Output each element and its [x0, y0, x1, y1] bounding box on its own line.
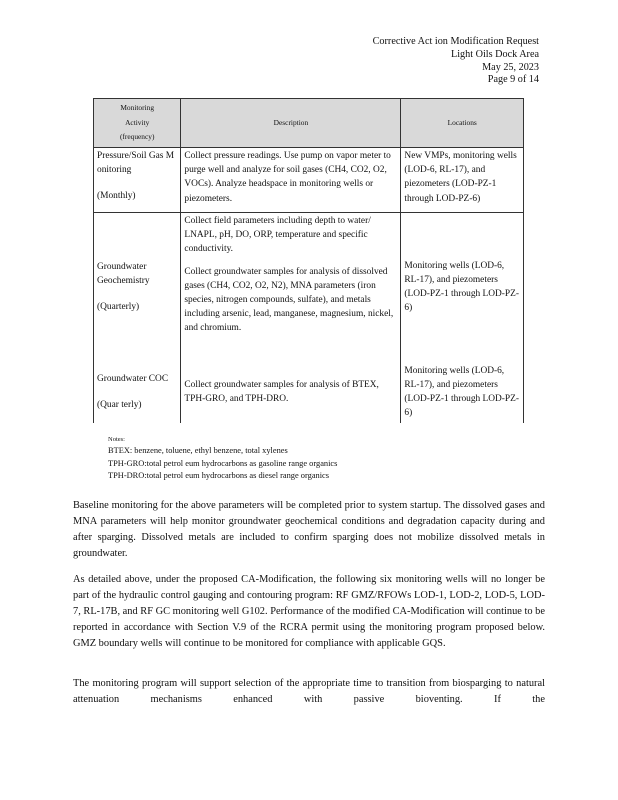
table-notes — [108, 435, 337, 483]
table-header-row — [94, 99, 524, 148]
activity-cell: Groundwater COC (Quar terly) — [94, 361, 181, 423]
note-tph-gro: TPH-GRO:total petrol eum hydrocarbons as gasoline range organics — [108, 458, 338, 468]
notes-label: Notes: — [108, 436, 125, 443]
header-description: Description — [181, 99, 401, 148]
locations-cell: New VMPs, monitoring wells (LOD-6, RL-17), and piezometers (LOD-PZ-1 through LOD-PZ-6) — [401, 148, 524, 213]
paragraph-ca-modification: As detailed above, under the proposed CA-Modification, the following six monitoring wells will no longer be part of the hydraulic control gauging and contouring program: RF GMZ/RFOWs LOD-1, LOD-2, LOD-5, LOD-7, RL-17B, and RF GC monitoring well G102. Performance of the modified CA-Modification will continue to be reported in accordance with Section V.9 of the RCRA permit using the monitoring program proposed below. GMZ boundary wells will continue to be monitored for compliance with applicable GQS. — [73, 574, 545, 649]
activity-cell: Pressure/Soil Gas M onitoring (Monthly) — [94, 148, 181, 213]
table-row — [94, 361, 524, 423]
locations-cell: Monitoring wells (LOD-6, RL-17), and piezometers (LOD-PZ-1 through LOD-PZ-6) — [401, 213, 524, 362]
note-btex: BTEX: benzene, toluene, ethyl benzene, total xylenes — [108, 446, 288, 455]
description-cell: Collect field parameters including depth to water/ LNAPL, pH, DO, ORP, temperature and specific conductivity. Collect groundwater samples for analysis of dissolved gases (CH4, CO2, O2, N2), MNA parameters (iron species, nitrogen compounds, sulfate), and metals including arsenic, lead, manganese, magnesium, nickel, and chromium. — [181, 213, 401, 362]
monitoring-table — [93, 98, 524, 423]
paragraph-monitoring-program: The monitoring program will support selection of the appropriate time to transition from biosparging to natural attenuation mechanisms enhanced with passive bioventing. If the — [73, 678, 545, 705]
header-date: May 25, 2023 — [482, 61, 539, 73]
header-page-number: Page 9 of 14 — [487, 74, 539, 86]
note-tph-dro: TPH-DRO:total petrol eum hydrocarbons as diesel range organics — [108, 471, 330, 480]
paragraph-baseline-monitoring: Baseline monitoring for the above parameters will be completed prior to system startup. The dissolved gases and MNA parameters will help monitor groundwater geochemical conditions and degradation capacity during and after sparging. Dissolved metals are included to confirm sparging does not mobilize dissolved metals in groundwater. — [73, 500, 545, 559]
page-header — [373, 36, 539, 87]
header-monitoring-activity: Monitoring Activity (frequency) — [94, 99, 181, 148]
table-row — [94, 213, 524, 362]
header-title: Corrective Act ion Modification Request — [372, 36, 539, 47]
header-locations: Locations — [401, 99, 524, 148]
header-site: Light Oils Dock Area — [451, 48, 539, 60]
description-cell: Collect pressure readings. Use pump on vapor meter to purge well and analyze for soil gases (CH4, CO2, O2, VOCs). Analyze headspace in monitoring wells or piezometers. — [181, 148, 401, 213]
table-row — [94, 148, 524, 213]
description-cell: Collect groundwater samples for analysis of BTEX, TPH-GRO, and TPH-DRO. — [181, 361, 401, 423]
activity-cell: Groundwater Geochemistry (Quarterly) — [94, 213, 181, 362]
locations-cell: Monitoring wells (LOD-6, RL-17), and piezometers (LOD-PZ-1 through LOD-PZ-6) — [401, 361, 524, 423]
